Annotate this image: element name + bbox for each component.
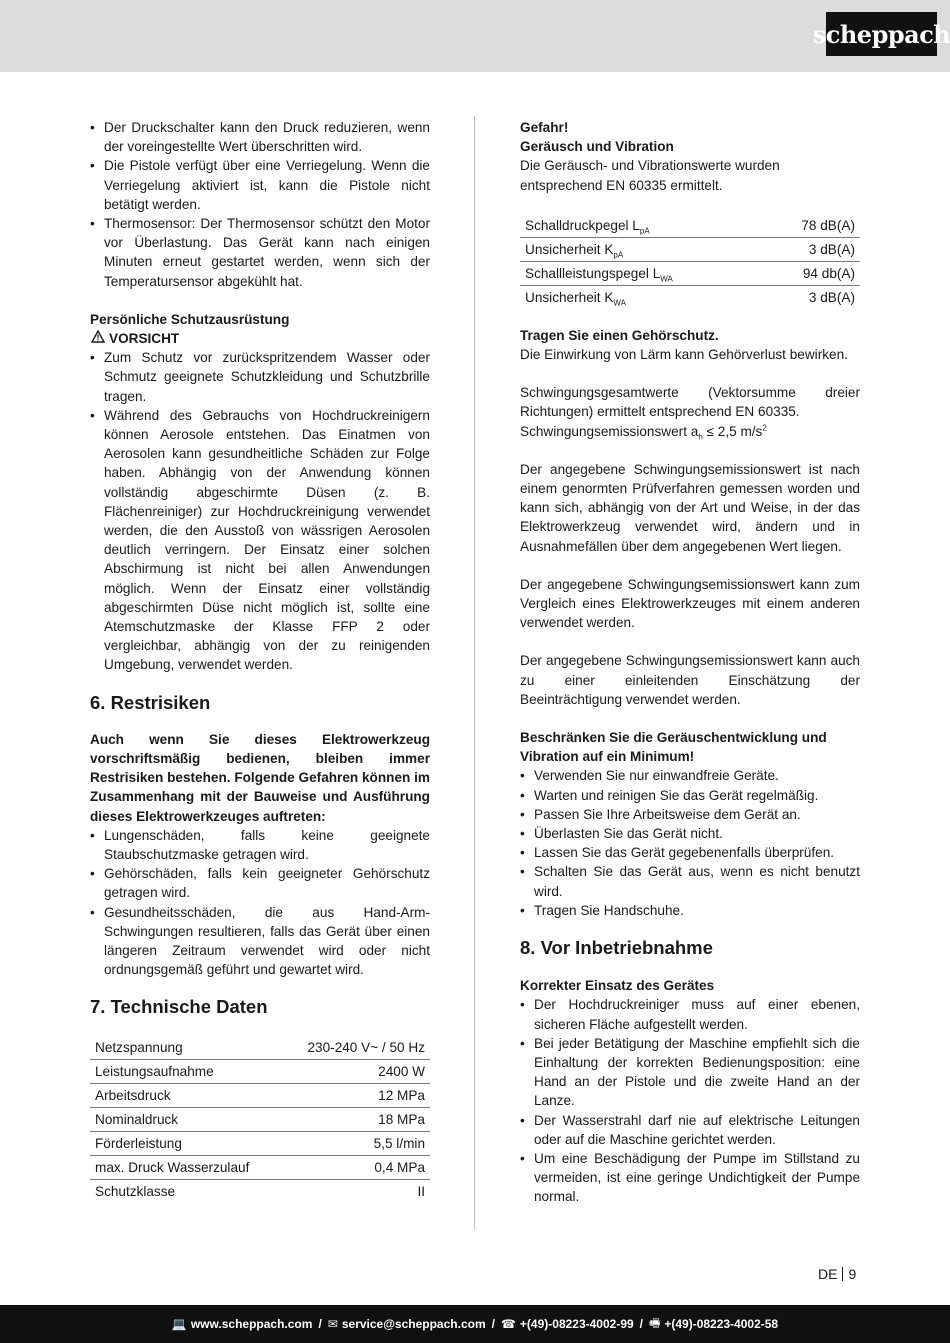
table-cell-label: Arbeitsdruck <box>90 1084 281 1108</box>
list-item: • Verwenden Sie nur einwandfreie Geräte. <box>520 766 860 785</box>
footer-email[interactable]: service@scheppach.com <box>341 1317 486 1331</box>
ppe-heading: Persönliche Schutzausrüstung <box>90 311 290 327</box>
table-cell-label: Schallleistungspegel $L_{WA}$ <box>520 261 762 285</box>
column-divider <box>474 116 475 1230</box>
table-cell-label: Netzspannung <box>90 1036 281 1060</box>
table-cell-label: Nominaldruck <box>90 1108 281 1132</box>
list-item: • Der Wasserstrahl darf nie auf elektrische Leitungen oder auf die Maschine gerichtet werden. <box>520 1111 860 1149</box>
brand-logo: scheppach <box>826 12 937 56</box>
noise-heading: Geräusch und Vibration <box>520 139 674 155</box>
table-row <box>90 1156 430 1180</box>
fax-icon: 🖷 <box>649 1315 661 1330</box>
section-heading-vor-inbetriebnahme: 8. Vor Inbetriebnahme <box>520 937 713 959</box>
danger-label: Gefahr! <box>520 120 569 135</box>
computer-icon: 💻 <box>171 1317 187 1331</box>
list-item: • Der Hochdruckreiniger muss auf einer ebenen, sicheren Fläche aufgestellt werden. <box>520 995 860 1033</box>
list-item: • Die Pistole verfügt über eine Verriegelung. Wenn die Verriegelung aktiviert ist, kann die Pistole nicht betätigt werden. <box>90 156 430 214</box>
list-item: • Während des Gebrauchs von Hochdruckreinigern können Aerosole entstehen. Das Einatmen von Aerosolen kann gesundheitliche Schäden zur Folge haben. Abhängig von der Anwendung können vollständig abgeschirmte Düsen (z. B. Flächenreiniger) zur Hochdruckreinigung verwendet werden, die den Ausstoß von wässrigen Aerosolen deutlich verringern. Der Einsatz einer solchen Abschirmung ist nicht bei allen Anwendungen möglich. Wenn der Einsatz einer vollständig abgeschirmten Düse nicht möglich ist, sollte eine Atemschutzmaske der Klasse FFP 2 oder vergleichbar, abhängig von der zu reinigenden Umgebung, verwendet werden. <box>90 406 430 675</box>
table-row <box>520 285 860 309</box>
list-item: • Überlasten Sie das Gerät nicht. <box>520 824 860 843</box>
table-cell-value: 94 db(A) <box>762 261 860 285</box>
noise-table <box>520 214 860 309</box>
correct-use-heading: Korrekter Einsatz des Gerätes <box>520 978 715 994</box>
list-item: • Tragen Sie Handschuhe. <box>520 901 860 920</box>
list-item: • Bei jeder Betätigung der Maschine empfiehlt sich die Einhaltung der korrekten Bedienungsposition: eine Hand an der Pistole und die zweite Hand an der Lanze. <box>520 1034 860 1111</box>
caution-label: VORSICHT <box>109 331 180 347</box>
table-cell-label: Förderleistung <box>90 1132 281 1156</box>
intro-bullet-list <box>90 118 430 291</box>
vibration-paragraph-1: Der angegebene Schwingungsemissionswert ist nach einem genormten Prüfverfahren gemessen worden und kann sich, abhängig von der Art und Weise, in der das Elektrowerkzeug verwendet wird, ändern und in Ausnahmefällen über dem angegebenen Wert liegen. <box>520 461 860 554</box>
restrisiken-bullet-list <box>90 826 430 980</box>
list-item: • Zum Schutz vor zurückspritzendem Wasser oder Schmutz geeignete Schutzkleidung und Schutzbrille tragen. <box>90 348 430 406</box>
list-item: • Gesundheitsschäden, die aus Hand-Arm- Schwingungen resultieren, falls das Gerät über einen längeren Zeitraum verwendet wird oder nicht ordnungsgemäß geführt und gewartet wird. <box>90 903 430 980</box>
list-item: • Der Druckschalter kann den Druck reduzieren, wenn der voreingestellte Wert überschritten wird. <box>90 118 430 156</box>
footer-website[interactable]: www.scheppach.com <box>190 1317 313 1331</box>
list-item: • Gehörschäden, falls kein geeigneter Gehörschutz getragen wird. <box>90 864 430 902</box>
table-row <box>90 1132 430 1156</box>
table-cell-label: Schalldruckpegel $L_{pA}$ <box>520 214 762 238</box>
table-cell-label: max. Druck Wasserzulauf <box>90 1156 281 1180</box>
list-item: • Schalten Sie das Gerät aus, wenn es nicht benutzt wird. <box>520 862 860 900</box>
phone-icon: ☎ <box>500 1317 516 1331</box>
tech-data-table <box>90 1036 430 1203</box>
table-cell-label: Unsicherheit $K_{pA}$ <box>520 237 762 261</box>
table-cell-value: 230-240 V~ / 50 Hz <box>281 1036 430 1060</box>
table-cell-label: Unsicherheit $K_{WA}$ <box>525 289 626 308</box>
table-cell-value: 3 dB(A) <box>762 237 860 261</box>
table-row <box>90 1180 430 1204</box>
left-column <box>90 118 430 1203</box>
list-item: • Thermosensor: Der Thermosensor schützt den Motor vor Überlastung. Das Gerät kann nach einigen Minuten erneut gestartet werden, wenn sich der Temperatursensor abgekühlt hat. <box>90 214 430 291</box>
ppe-bullet-list <box>90 348 430 674</box>
mail-icon: ✉ <box>327 1317 338 1331</box>
table-row <box>90 1084 430 1108</box>
table-cell-value: 18 MPa <box>281 1108 430 1132</box>
vibration-paragraph-2: Der angegebene Schwingungsemissionswert kann zum Vergleich eines Elektrowerkzeuges mit einem anderen verwendet werden. <box>520 576 860 631</box>
list-item: • Passen Sie Ihre Arbeitsweise dem Gerät an. <box>520 805 860 824</box>
table-row <box>90 1108 430 1132</box>
table-row <box>520 214 860 238</box>
footer-phone: +(49)-08223-4002-99 <box>519 1317 634 1331</box>
page-number: DE 9 <box>818 1266 857 1282</box>
table-cell-label: Schutzklasse <box>95 1184 176 1200</box>
restrisiken-intro: Auch wenn Sie dieses Elektrowerkzeug vorschriftsmäßig bedienen, bleiben immer Restrisiken bestehen. Folgende Gefahren können im Zusammenhang mit der Bauweise und Ausführung dieses Elektrowerkzeuges auftreten: <box>90 731 430 824</box>
vibration-value: Schwingungsemissionswert $a_h \le 2,5$ $m/s^2$ <box>520 423 767 442</box>
table-row <box>90 1060 430 1084</box>
section-heading-restrisiken: 6. Restrisiken <box>90 691 211 713</box>
vibration-text: Schwingungsgesamtwerte (Vektorsumme dreier Richtungen) ermittelt entsprechend EN 60335. <box>520 385 860 420</box>
table-cell-value: 78 dB(A) <box>762 214 860 238</box>
table-cell-value: II <box>417 1184 425 1200</box>
hearing-text: Die Einwirkung von Lärm kann Gehörverlust bewirken. <box>520 347 848 363</box>
list-item: • Warten und reinigen Sie das Gerät regelmäßig. <box>520 786 860 805</box>
list-item: • Lassen Sie das Gerät gegebenenfalls überprüfen. <box>520 843 860 862</box>
table-cell-label: Leistungsaufnahme <box>90 1060 281 1084</box>
right-column <box>520 118 860 1207</box>
warning-triangle-icon <box>90 329 105 348</box>
header-band <box>0 0 950 72</box>
caution-row <box>90 329 430 348</box>
hearing-heading: Tragen Sie einen Gehörschutz. <box>520 327 719 343</box>
limit-bullet-list <box>520 766 860 920</box>
table-row <box>90 1036 430 1060</box>
footer-bar: 💻 www.scheppach.com / ✉ service@scheppach.com / ☎ +(49)-08223-4002-99 / 🖷 +(49)-08223-4002-58 <box>0 1305 950 1343</box>
table-cell-value: 3 dB(A) <box>808 289 855 305</box>
table-row <box>520 261 860 285</box>
list-item: • Lungenschäden, falls keine geeignete Staubschutzmaske getragen wird. <box>90 826 430 864</box>
footer-fax: +(49)-08223-4002-58 <box>664 1317 779 1331</box>
table-cell-value: 12 MPa <box>281 1084 430 1108</box>
table-cell-value: 0,4 MPa <box>281 1156 430 1180</box>
limit-heading: Beschränken Sie die Geräuschentwicklung und Vibration auf ein Minimum! <box>520 730 827 765</box>
list-item: • Um eine Beschädigung der Pumpe im Stillstand zu vermeiden, ist eine geringe Undichtigkeit der Pumpe normal. <box>520 1149 860 1207</box>
section-heading-technische-daten: 7. Technische Daten <box>90 996 268 1018</box>
correct-use-bullet-list <box>520 995 860 1206</box>
vibration-paragraph-3: Der angegebene Schwingungsemissionswert kann auch zu einer einleitenden Einschätzung der Beeinträchtigung verwendet werden. <box>520 653 860 707</box>
table-cell-value: 5,5 l/min <box>281 1132 430 1156</box>
table-row <box>520 237 860 261</box>
table-cell-value: 2400 W <box>281 1060 430 1084</box>
noise-intro: Die Geräusch- und Vibrationswerte wurden entsprechend EN 60335 ermittelt. <box>520 158 780 193</box>
